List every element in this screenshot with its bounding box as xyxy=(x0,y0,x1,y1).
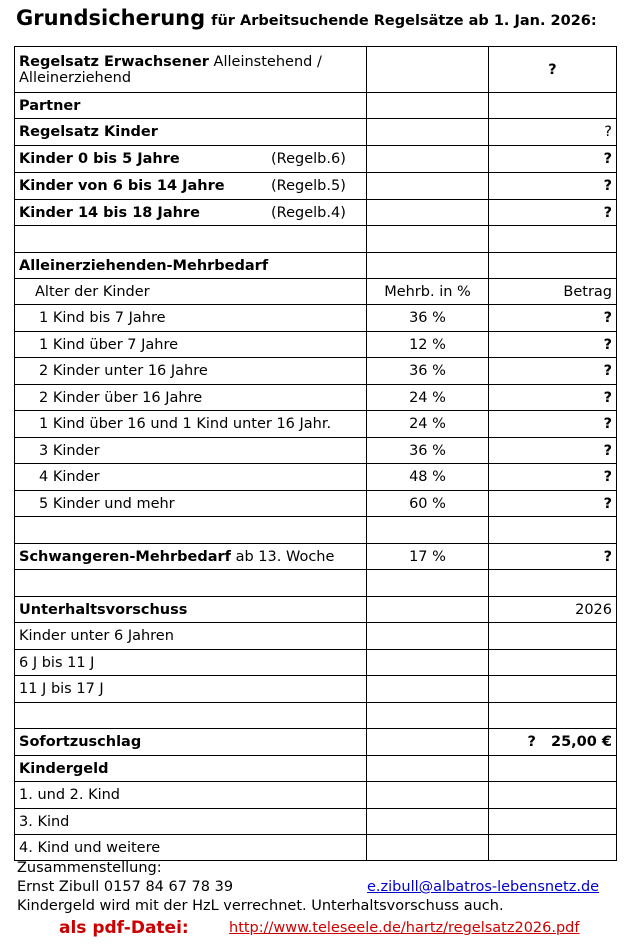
value-cell: ? xyxy=(489,146,617,173)
row-label: Kinder von 6 bis 14 Jahre (Regelb.5) xyxy=(15,173,367,200)
table-row xyxy=(15,146,617,173)
title-main: Grundsicherung xyxy=(16,6,206,30)
page-title xyxy=(16,6,597,30)
footer-contact: Ernst Zibull 0157 84 67 78 39 xyxy=(17,879,234,895)
table-row: Kinder unter 6 Jahren xyxy=(15,623,617,650)
empty-row xyxy=(15,570,617,597)
table-row: 1 Kind bis 7 Jahre 36 % ? xyxy=(15,305,617,332)
table-row: 1 Kind über 7 Jahre 12 % ? xyxy=(15,332,617,358)
table-row: 4. Kind und weitere xyxy=(15,835,617,861)
row-label: Kinder 0 bis 5 Jahre (Regelb.6) xyxy=(15,146,367,173)
row-label: Kinder 14 bis 18 Jahre (Regelb.4) xyxy=(15,200,367,226)
table-row: 1. und 2. Kind xyxy=(15,782,617,809)
table-row: 3. Kind xyxy=(15,809,617,835)
table-row xyxy=(15,729,617,756)
table-row: 5 Kinder und mehr 60 % ? xyxy=(15,491,617,517)
year-cell: 2026 xyxy=(489,597,617,623)
section-heading: Alleinerziehenden-Mehrbedarf xyxy=(15,253,367,279)
value-cell: ? xyxy=(489,200,617,226)
table-row: 4 Kinder 48 % ? xyxy=(15,464,617,491)
table-row: 2 Kinder über 16 Jahre 24 % ? xyxy=(15,385,617,411)
empty-row xyxy=(15,517,617,544)
row-label: Schwangeren-Mehrbedarf ab 13. Woche xyxy=(15,544,367,570)
table-row xyxy=(15,93,617,119)
row-label: Regelsatz Kinder xyxy=(15,119,367,146)
column-header-row xyxy=(15,279,617,305)
row-label: Regelsatz Erwachsener Alleinstehend / Alleinerziehend xyxy=(15,47,367,93)
empty-row xyxy=(15,226,617,253)
table-row xyxy=(15,173,617,200)
footer-compiled-by: Zusammenstellung: xyxy=(17,860,162,876)
pdf-link[interactable]: http://www.teleseele.de/hartz/regelsatz2026.pdf xyxy=(229,920,580,936)
empty-row xyxy=(15,703,617,729)
value-cell: ? xyxy=(489,47,617,93)
value-cell: ? xyxy=(489,119,617,146)
table-row: 11 J bis 17 J xyxy=(15,676,617,703)
rates-table xyxy=(14,46,617,861)
table-row xyxy=(15,119,617,146)
value-cell: ? xyxy=(489,173,617,200)
value-cell: ? 25,00 € xyxy=(489,729,617,756)
table-row: 1 Kind über 16 und 1 Kind unter 16 Jahr. 24 % ? xyxy=(15,411,617,438)
section-heading: Kindergeld xyxy=(15,756,367,782)
section-heading: Unterhaltsvorschuss xyxy=(15,597,367,623)
column-header: Alter der Kinder xyxy=(15,279,367,305)
row-label: Partner xyxy=(15,93,367,119)
table-row: 6 J bis 11 J xyxy=(15,650,617,676)
table-row xyxy=(15,253,617,279)
row-label: Sofortzuschlag xyxy=(15,729,367,756)
email-link[interactable]: e.zibull@albatros-lebensnetz.de xyxy=(367,879,600,895)
footer-note: Kindergeld wird mit der HzL verrechnet. Unterhaltsvorschuss auch. xyxy=(17,898,504,914)
pdf-label: als pdf-Datei: xyxy=(59,918,189,938)
title-sub: für Arbeitsuchende Regelsätze ab 1. Jan. 2026: xyxy=(211,13,597,29)
column-header: Mehrb. in % xyxy=(367,279,489,305)
table-row xyxy=(15,597,617,623)
table-row xyxy=(15,756,617,782)
table-row: Schwangeren-Mehrbedarf ab 13. Woche 17 % ? xyxy=(15,544,617,570)
table-row xyxy=(15,200,617,226)
table-row: 3 Kinder 36 % ? xyxy=(15,438,617,464)
table-row xyxy=(15,47,617,93)
column-header: Betrag xyxy=(489,279,617,305)
table-row: 2 Kinder unter 16 Jahre 36 % ? xyxy=(15,358,617,385)
